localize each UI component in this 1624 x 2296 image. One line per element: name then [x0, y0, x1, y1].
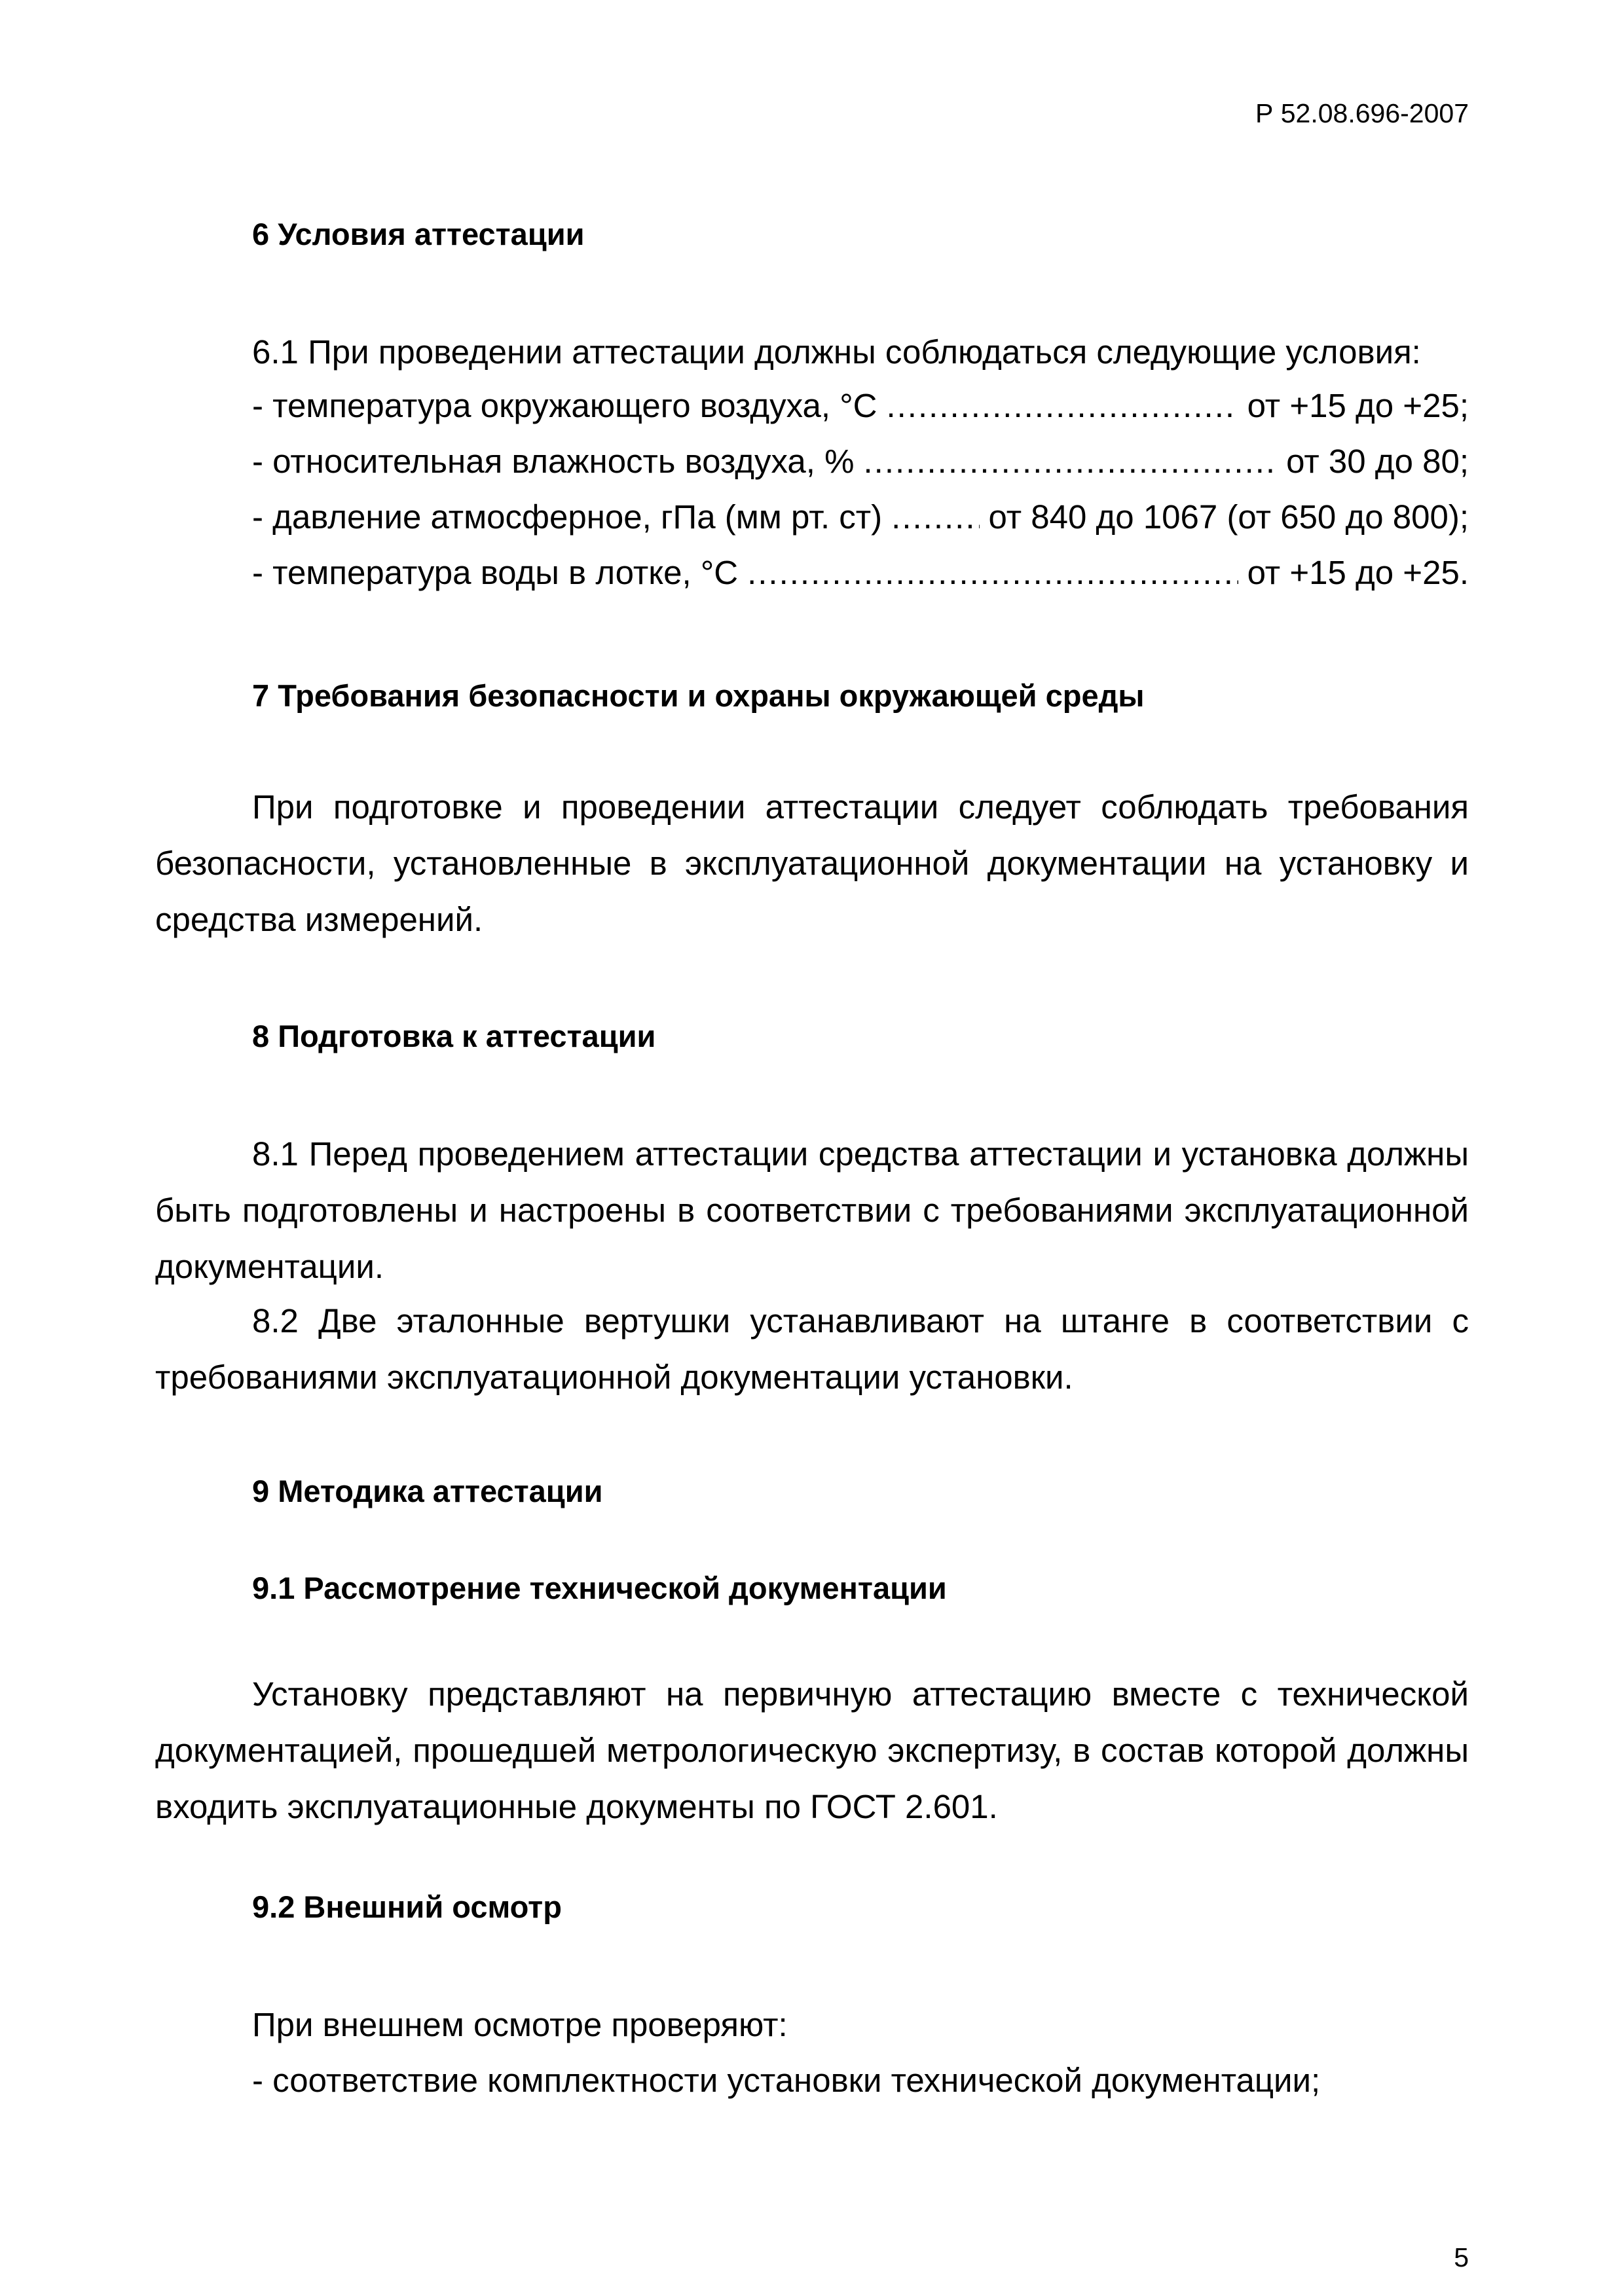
section-7-heading: 7 Требования безопасности и охраны окружающей среды [252, 678, 1145, 713]
condition-label: - давление атмосферное, гПа (мм рт. ст) [252, 498, 883, 536]
document-code: Р 52.08.696-2007 [1255, 98, 1469, 128]
condition-value: от +15 до +25; [1247, 387, 1469, 424]
section-8-paragraph-1: 8.1 Перед проведением аттестации средства аттестации и установка должны быть подготовлены и настроены в соответствии с требованиями эксплуатационной документации. [155, 1135, 1469, 1285]
leader-dots [886, 386, 1238, 425]
condition-label: - температура воды в лотке, °С [252, 554, 739, 591]
section-8-paragraph-2: 8.2 Две эталонные вертушки устанавливают на штанге в соответствии с требованиями эксплуатационной документации установки. [155, 1302, 1469, 1396]
condition-label: - относительная влажность воздуха, % [252, 443, 855, 480]
condition-row-humidity [252, 442, 1469, 481]
section-9-1-heading: 9.1 Рассмотрение технической документации [252, 1571, 947, 1605]
condition-row-water-temperature [252, 553, 1469, 592]
condition-row-pressure [252, 498, 1469, 536]
condition-row-temperature [252, 386, 1469, 425]
section-8-heading: 8 Подготовка к аттестации [252, 1019, 656, 1053]
section-9-2-heading: 9.2 Внешний осмотр [252, 1889, 562, 1924]
section-9-1-paragraph: Установку представляют на первичную аттестацию вместе с технической документацией, прошедшей метрологическую экспертизу, в состав которой должны входить эксплуатационные документы по ГОСТ 2.601. [155, 1675, 1469, 1825]
condition-value: от +15 до +25. [1247, 554, 1469, 591]
page-number: 5 [1454, 2242, 1469, 2272]
section-9-heading: 9 Методика аттестации [252, 1474, 603, 1508]
section-6-intro: 6.1 При проведении аттестации должны соблюдаться следующие условия: [252, 333, 1421, 371]
condition-label: - температура окружающего воздуха, °С [252, 387, 877, 424]
section-9-2-item-1: - соответствие комплектности установки технической документации; [252, 2062, 1321, 2099]
section-7-paragraph: При подготовке и проведении аттестации следует соблюдать требования безопасности, установленные в эксплуатационной документации на установку и средства измерений. [155, 788, 1469, 938]
section-6-heading: 6 Условия аттестации [252, 217, 585, 251]
condition-value: от 30 до 80; [1286, 443, 1469, 480]
condition-value: от 840 до 1067 (от 650 до 800); [988, 498, 1469, 536]
leader-dots [747, 553, 1238, 592]
leader-dots [863, 442, 1277, 481]
section-9-2-intro: При внешнем осмотре проверяют: [252, 2006, 788, 2043]
leader-dots [891, 498, 979, 536]
